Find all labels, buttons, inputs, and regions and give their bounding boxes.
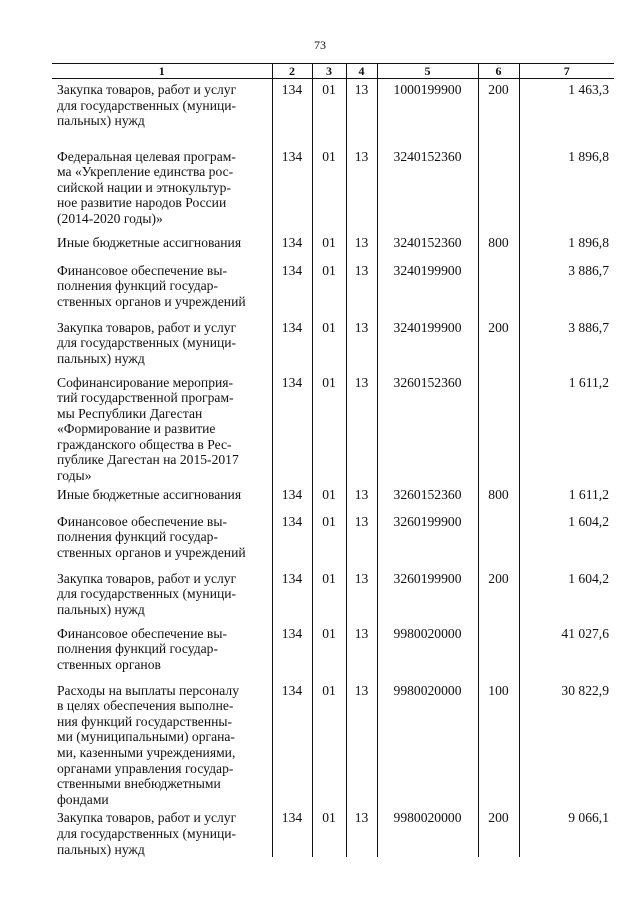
target-article-code: 3240199900 <box>377 260 478 317</box>
expense-name: Софинансирование мероприя- тий государственной програм- мы Республики Дагестан «Формирование и развитие гражданского общества в Рес- публике Дагестан на 2015-2017 годы» <box>57 374 239 484</box>
section-code: 01 <box>312 146 346 232</box>
target-article-code: 3240152360 <box>377 146 478 232</box>
ministry-code: 134 <box>272 807 312 857</box>
ministry-code: 134 <box>272 260 312 317</box>
ministry-code: 134 <box>272 484 312 511</box>
section-code: 01 <box>312 232 346 260</box>
amount: 1 604,2 <box>519 568 614 623</box>
section-code: 01 <box>312 680 346 808</box>
subsection-code: 13 <box>346 484 377 511</box>
expense-type-code <box>478 623 519 680</box>
subsection-code: 13 <box>346 511 377 568</box>
amount: 41 027,6 <box>519 623 614 680</box>
amount: 30 822,9 <box>519 680 614 808</box>
column-header: 6 <box>478 64 519 79</box>
expense-type-code: 800 <box>478 232 519 260</box>
expense-type-code <box>478 511 519 568</box>
expense-type-code <box>478 372 519 484</box>
expense-name: Закупка товаров, работ и услуг для государственных (муници- пальных) нужд <box>57 82 237 129</box>
table-row <box>52 372 614 484</box>
table-row <box>52 260 614 317</box>
table-row <box>52 484 614 511</box>
amount: 3 886,7 <box>519 317 614 372</box>
expense-name: Расходы на выплаты персоналу в целях обеспечения выполне- ния функций государственны- ми (муниципальными) органа- ми, казенными учреждениями, органами управления государ- ственными внебюджетными фондами <box>57 682 239 807</box>
target-article-code: 3260152360 <box>377 484 478 511</box>
expense-type-code: 200 <box>478 568 519 623</box>
ministry-code: 134 <box>272 232 312 260</box>
amount: 1 611,2 <box>519 484 614 511</box>
expense-name: Финансовое обеспечение вы- полнения функций государ- ственных органов и учреждений <box>57 513 246 560</box>
subsection-code: 13 <box>346 807 377 857</box>
target-article-code: 3240199900 <box>377 317 478 372</box>
target-article-code: 3260199900 <box>377 511 478 568</box>
table-row <box>52 317 614 372</box>
expense-name: Иные бюджетные ассигнования <box>57 486 242 502</box>
subsection-code: 13 <box>346 680 377 808</box>
expense-name: Финансовое обеспечение вы- полнения функций государ- ственных органов и учреждений <box>57 262 246 309</box>
amount: 3 886,7 <box>519 260 614 317</box>
ministry-code: 134 <box>272 79 312 146</box>
amount: 1 896,8 <box>519 232 614 260</box>
target-article-code: 9980020000 <box>377 807 478 857</box>
expense-type-code: 100 <box>478 680 519 808</box>
expense-type-code <box>478 260 519 317</box>
expense-name: Финансовое обеспечение вы- полнения функций государ- ственных органов <box>57 625 227 672</box>
subsection-code: 13 <box>346 146 377 232</box>
budget-table <box>52 63 614 857</box>
expense-name: Иные бюджетные ассигнования <box>57 234 242 250</box>
column-header: 3 <box>312 64 346 79</box>
subsection-code: 13 <box>346 232 377 260</box>
ministry-code: 134 <box>272 372 312 484</box>
table-row <box>52 568 614 623</box>
table-row <box>52 146 614 232</box>
subsection-code: 13 <box>346 260 377 317</box>
subsection-code: 13 <box>346 317 377 372</box>
target-article-code: 3260199900 <box>377 568 478 623</box>
table-row <box>52 79 614 146</box>
budget-table-container <box>52 63 614 857</box>
expense-type-code: 200 <box>478 317 519 372</box>
table-header-row <box>52 64 614 79</box>
expense-name: Закупка товаров, работ и услуг для государственных (муници- пальных) нужд <box>57 570 237 617</box>
amount: 1 896,8 <box>519 146 614 232</box>
amount: 1 604,2 <box>519 511 614 568</box>
subsection-code: 13 <box>346 568 377 623</box>
section-code: 01 <box>312 372 346 484</box>
section-code: 01 <box>312 511 346 568</box>
ministry-code: 134 <box>272 146 312 232</box>
table-row <box>52 680 614 808</box>
column-header: 4 <box>346 64 377 79</box>
section-code: 01 <box>312 79 346 146</box>
target-article-code: 3240152360 <box>377 232 478 260</box>
subsection-code: 13 <box>346 79 377 146</box>
ministry-code: 134 <box>272 623 312 680</box>
amount: 9 066,1 <box>519 807 614 857</box>
column-header: 5 <box>377 64 478 79</box>
expense-name: Закупка товаров, работ и услуг для государственных (муници- пальных) нужд <box>57 810 237 857</box>
amount: 1 463,3 <box>519 79 614 146</box>
target-article-code: 3260152360 <box>377 372 478 484</box>
column-header: 2 <box>272 64 312 79</box>
ministry-code: 134 <box>272 568 312 623</box>
ministry-code: 134 <box>272 680 312 808</box>
ministry-code: 134 <box>272 511 312 568</box>
table-row <box>52 623 614 680</box>
amount: 1 611,2 <box>519 372 614 484</box>
section-code: 01 <box>312 568 346 623</box>
expense-type-code <box>478 146 519 232</box>
subsection-code: 13 <box>346 623 377 680</box>
expense-name: Федеральная целевая програм- ма «Укрепление единства рос- сийской нации и этнокультур- ное развитие народов России (2014-2020 годы)» <box>57 148 236 226</box>
expense-type-code: 800 <box>478 484 519 511</box>
column-header: 1 <box>52 64 272 79</box>
page-number: 73 <box>314 38 326 52</box>
target-article-code: 9980020000 <box>377 623 478 680</box>
target-article-code: 1000199900 <box>377 79 478 146</box>
expense-type-code: 200 <box>478 79 519 146</box>
section-code: 01 <box>312 807 346 857</box>
section-code: 01 <box>312 623 346 680</box>
column-header: 7 <box>519 64 614 79</box>
table-row <box>52 807 614 857</box>
section-code: 01 <box>312 317 346 372</box>
section-code: 01 <box>312 260 346 317</box>
table-row <box>52 511 614 568</box>
ministry-code: 134 <box>272 317 312 372</box>
subsection-code: 13 <box>346 372 377 484</box>
expense-name: Закупка товаров, работ и услуг для государственных (муници- пальных) нужд <box>57 319 237 366</box>
table-row <box>52 232 614 260</box>
target-article-code: 9980020000 <box>377 680 478 808</box>
expense-type-code: 200 <box>478 807 519 857</box>
section-code: 01 <box>312 484 346 511</box>
